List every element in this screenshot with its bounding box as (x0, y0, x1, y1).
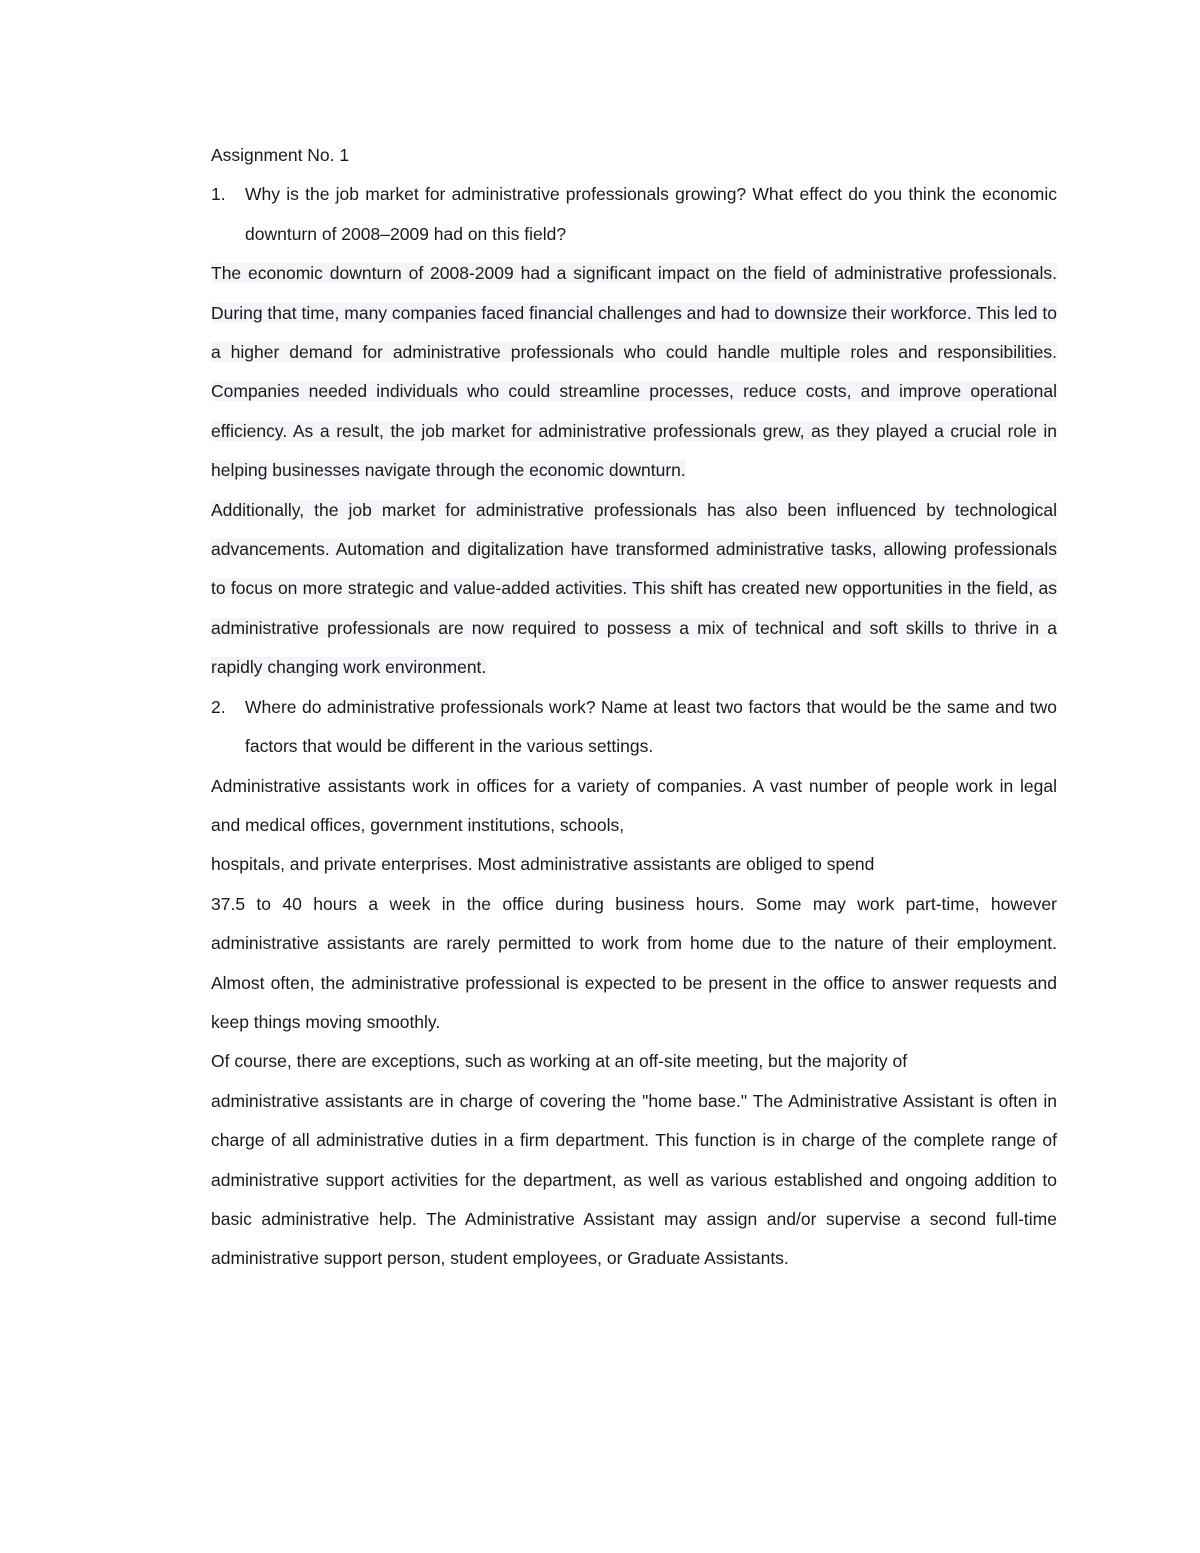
question-2-text: Where do administrative professionals work? Name at least two factors that would be the same and two factors that would be different in the various settings. (245, 696, 1057, 757)
document-title: Assignment No. 1 (211, 145, 350, 165)
question-2 (211, 688, 1057, 767)
answer-2-paragraph-2a: Of course, there are exceptions, such as working at an off-site meeting, but the majority of (211, 1051, 908, 1072)
answer-1-paragraph-2-text: Additionally, the job market for administrative professionals has also been influenced by technological advancements. Automation and digitalization have transformed administrative tasks, allowing professionals to focus on more strategic and value-added activities. This shift has created new opportunities in the field, as administrative professionals are now required to possess a mix of technical and soft skills to thrive in a rapidly changing work environment. (211, 499, 1057, 678)
question-1 (211, 175, 1057, 254)
answer-2-paragraph-1b: hospitals, and private enterprises. Most administrative assistants are obliged to spend (211, 854, 875, 875)
answer-2-paragraph-1a: Administrative assistants work in offices for a variety of companies. A vast number of people work in legal and medical offices, government institutions, schools, (211, 775, 1057, 835)
answer-1-paragraph-1-text: The economic downturn of 2008-2009 had a significant impact on the field of administrative professionals. During that time, many companies faced financial challenges and had to downsize their workforce. This led to a higher demand for administrative professionals who could handle multiple roles and responsibilities. Companies needed individuals who could streamline processes, reduce costs, and improve operational efficiency. As a result, the job market for administrative professionals grew, as they played a crucial role in helping businesses navigate through the economic downturn. (211, 263, 1057, 481)
answer-2-paragraph-1c: 37.5 to 40 hours a week in the office during business hours. Some may work part-time, however administrative assistants are rarely permitted to work from home due to the nature of their employment. Almost often, the administrative professional is expected to be present in the office to answer requests and keep things moving smoothly. (211, 893, 1057, 1032)
question-1-text: Why is the job market for administrative professionals growing? What effect do you think the economic downturn of 2008–2009 had on this field? (245, 184, 1057, 244)
answer-1-paragraph-2 (211, 491, 1057, 688)
answer-2-paragraph-2b: administrative assistants are in charge of covering the "home base." The Administrative Assistant is often in charge of all administrative duties in a firm department. This function is in charge of the complete range of administrative support activities for the department, as well as various established and ongoing addition to basic administrative help. The Administrative Assistant may assign and/or supervise a second full-time administrative support person, student employees, or Graduate Assistants. (211, 1090, 1057, 1269)
answer-1-paragraph-1 (211, 254, 1057, 490)
question-1-number: 1. (211, 184, 226, 205)
question-2-number: 2. (211, 696, 226, 717)
document-page (211, 136, 1057, 1279)
